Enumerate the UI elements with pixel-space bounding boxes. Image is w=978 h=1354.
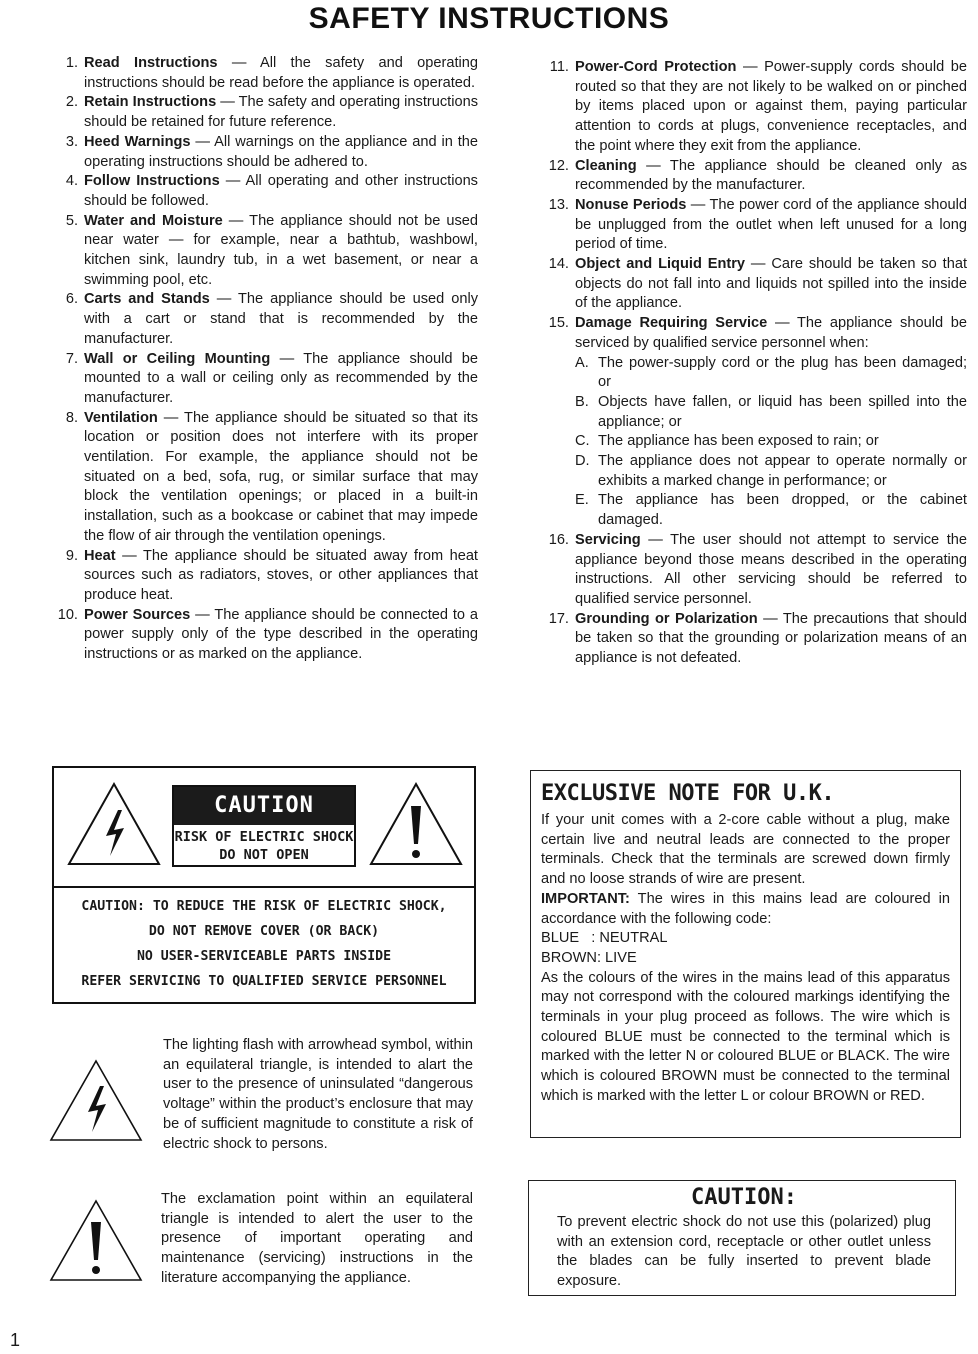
page-title: SAFETY INSTRUCTIONS (308, 2, 670, 35)
item-heading: Servicing (575, 531, 641, 548)
item-number: 12. (548, 157, 569, 174)
uk-note-brown: BROWN: LIVE (541, 949, 637, 966)
item-text: — The power cord of the appliance should be unplugged from the outlet when left unused for a long period of time. (575, 196, 967, 253)
item-heading: Read Instructions (84, 55, 218, 71)
item-text: — The appliance should be situated so that its location or position does not interfere with its proper ventilation. For example, the appliance should not be situated on a bed, sofa, rug, or similar surface that may block the ventilation openings; or placed in a built-in installation, such as a bookcase or cabinet that may impede the flow of air through the ventilation openings. (84, 409, 478, 544)
caution-text-line: REFER SERVICING TO QUALIFIED SERVICE PERSONNEL (81, 974, 447, 989)
item-number: 13. (548, 196, 569, 213)
sub-text: The appliance does not appear to operate normally or exhibits a marked change in performance; or (598, 453, 967, 489)
item-text: — The appliance should be situated away from heat sources such as radiators, stoves, or other appliances that produce heat. (84, 547, 478, 603)
item-number: 9. (65, 547, 78, 564)
instruction-item (50, 212, 478, 291)
instruction-item (50, 133, 478, 172)
item-heading: Carts and Stands (84, 291, 210, 308)
exclamation-triangle-icon (368, 780, 464, 868)
item-text: — The appliance should not be used near water — for example, near a bathtub, washbowl, kitchen sink, laundry tub, in a wet basement, or near a swimming pool, etc. (84, 212, 479, 288)
caution-text-line: CAUTION: TO REDUCE THE RISK OF ELECTRIC SHOCK, (81, 899, 447, 914)
service-conditions-list (575, 354, 967, 531)
instruction-item (541, 255, 967, 314)
exclamation-symbol-explanation: The exclamation point within an equilateral triangle is intended to alert the user to the presence of important operating and maintenance (servicing) instructions in the literature accompanying the appliance. (161, 1191, 473, 1286)
item-heading: Retain Instructions (84, 94, 217, 111)
polarized-caution-box (528, 1180, 956, 1296)
item-number: 10. (57, 606, 78, 623)
item-number: 17. (548, 610, 569, 627)
instructions-left-column (50, 54, 478, 665)
instruction-item (541, 531, 967, 610)
page-number: 1 (10, 1330, 21, 1350)
sub-text: The power-supply cord or the plug has been damaged; or (598, 354, 967, 391)
item-heading: Power-Cord Protection (575, 59, 737, 75)
lightning-triangle-icon (66, 780, 162, 868)
uk-note-blue: BLUE : NEUTRAL (541, 930, 668, 947)
item-number: 7. (65, 350, 78, 367)
item-text: — Power-supply cords should be routed so that they are not likely to be walked on or pinched by items placed upon or against them, paying particular attention to cords at plugs, convenience receptacles, and the point where they exit from the appliance. (575, 59, 968, 154)
item-heading: Ventilation (84, 409, 158, 426)
sub-item (575, 452, 967, 491)
item-text: — The appliance should be used only with a cart or stand that is recommended by the manufacturer. (84, 291, 478, 347)
caution-text-line: NO USER-SERVICEABLE PARTS INSIDE (136, 949, 392, 964)
item-number: 14. (548, 256, 569, 273)
instruction-item (50, 54, 478, 93)
item-text: — The appliance should be serviced by qualified service personnel when: (575, 315, 967, 351)
lightning-triangle-icon (48, 1058, 144, 1144)
item-number: 8. (65, 409, 78, 426)
sub-text: The appliance has been exposed to rain; or (598, 433, 879, 450)
item-number: 4. (65, 173, 78, 190)
item-number: 11. (549, 59, 569, 75)
item-text: — All warnings on the appliance and in the operating instructions should be adhered to. (84, 133, 478, 170)
item-number: 16. (548, 531, 569, 548)
uk-note-important (541, 890, 950, 929)
item-text: — Care should be taken so that objects do not fall into and liquids not spilled into the inside of the appliance. (575, 256, 967, 312)
caution-text-line: DO NOT REMOVE COVER (OR BACK) (148, 924, 380, 939)
item-text: — The appliance should be connected to a power supply only of the type described in the operating instructions or as marked on the appliance. (84, 606, 479, 663)
item-number: 15. (548, 315, 569, 332)
caution-label-panel (172, 785, 356, 867)
item-heading: Heed Warnings (84, 133, 191, 150)
sub-text: Objects have fallen, or liquid has been spilled into the appliance; or (598, 393, 967, 430)
instruction-item (50, 547, 478, 606)
caution-label-line: RISK OF ELECTRIC SHOCK (174, 829, 354, 845)
important-label: IMPORTANT: (541, 890, 630, 907)
polarized-caution-text: To prevent electric shock do not use this (polarized) plug with an extension cord, receptacle or other outlet unless the blades can be fully inserted to prevent blade exposure. (557, 1214, 931, 1290)
item-number: 6. (65, 291, 78, 308)
item-heading: Heat (84, 547, 116, 564)
caution-label-line: DO NOT OPEN (219, 847, 309, 863)
sub-item (575, 491, 967, 530)
item-heading: Follow Instructions (84, 173, 220, 190)
instruction-item (541, 610, 967, 669)
item-heading: Power Sources (84, 606, 191, 623)
uk-note-paragraph: As the colours of the wires in the mains lead of this apparatus may not correspond with the coloured markings identifying the terminals in your plug proceed as follows. The wire which is coloured BLUE must be connected to the terminal which is marked with the letter N or coloured BLUE or BLACK. The wire which is coloured BROWN must be connected to the terminal which is marked with the letter L or colour BROWN or RED. (541, 969, 950, 1104)
instructions-right-column (541, 58, 967, 669)
instruction-item (50, 172, 478, 211)
exclamation-triangle-icon (48, 1198, 144, 1284)
item-heading: Grounding or Polarization (575, 610, 758, 627)
item-text: — The safety and operating instructions should be retained for future reference. (84, 94, 478, 131)
item-number: 5. (65, 212, 78, 229)
instruction-item (50, 350, 478, 409)
item-text: — The appliance should be mounted to a wall or ceiling only as recommended by the manufacturer. (84, 350, 478, 406)
sub-item (575, 432, 967, 452)
item-number: 3. (65, 133, 78, 150)
sub-letter: A. (575, 354, 589, 371)
item-text: — The precautions that should be taken so that the grounding or polarization means of an appliance is not defeated. (575, 610, 967, 667)
instruction-item (50, 93, 478, 132)
item-text: — The appliance should be cleaned only as recommended by the manufacturer. (575, 157, 967, 194)
sub-letter: C. (575, 433, 590, 450)
item-heading: Water and Moisture (84, 212, 223, 229)
caution-label-head: CAUTION (174, 787, 354, 825)
sub-letter: D. (575, 453, 590, 470)
item-heading: Nonuse Periods (575, 196, 687, 213)
polarized-caution-title: CAUTION: (691, 1185, 797, 1210)
item-number: 1. (65, 55, 78, 71)
instruction-item (541, 196, 967, 255)
caution-label-box (52, 766, 476, 1004)
sub-letter: E. (575, 492, 589, 509)
item-heading: Wall or Ceiling Mounting (84, 350, 271, 367)
sub-text: The appliance has been dropped, or the cabinet damaged. (598, 492, 967, 529)
uk-note-paragraph: If your unit comes with a 2-core cable without a plug, make certain live and neutral leads are connected to the proper terminals. Check that the terminals are screwed down firmly and no loose strands of wire are present. (541, 812, 950, 888)
caution-label-top (54, 768, 474, 888)
item-heading: Object and Liquid Entry (575, 256, 746, 273)
item-heading: Damage Requiring Service (575, 315, 768, 332)
instruction-item (541, 314, 967, 353)
caution-label-text (54, 894, 474, 994)
lightning-symbol-explanation: The lighting flash with arrowhead symbol, within an equilateral triangle, is intended to alart the user to the presence of uninsulated “dangerous voltage” within the product’s enclosure that may be of sufficient magnitude to constitute a risk of electric shock to persons. (163, 1037, 473, 1152)
instruction-item (50, 409, 478, 547)
item-number: 2. (65, 94, 78, 111)
sub-letter: B. (575, 393, 589, 410)
item-text: — The user should not attempt to service the appliance beyond those means described in the operating instructions. All other servicing should be referred to qualified service personnel. (575, 531, 967, 607)
item-text: — All the safety and operating instructions should be read before the appliance is operated. (84, 55, 478, 91)
uk-note-title: EXCLUSIVE NOTE FOR U.K. (541, 781, 835, 806)
important-text: The wires in this mains lead are coloured in accordance with the following code: (541, 890, 950, 927)
sub-item (575, 354, 967, 393)
instruction-item (50, 290, 478, 349)
item-text: — All operating and other instructions should be followed. (84, 173, 478, 209)
sub-item (575, 393, 967, 432)
instruction-item (50, 606, 478, 665)
instruction-item (541, 157, 967, 196)
uk-note-box (530, 770, 961, 1138)
item-heading: Cleaning (575, 157, 637, 174)
instruction-item (541, 58, 967, 157)
